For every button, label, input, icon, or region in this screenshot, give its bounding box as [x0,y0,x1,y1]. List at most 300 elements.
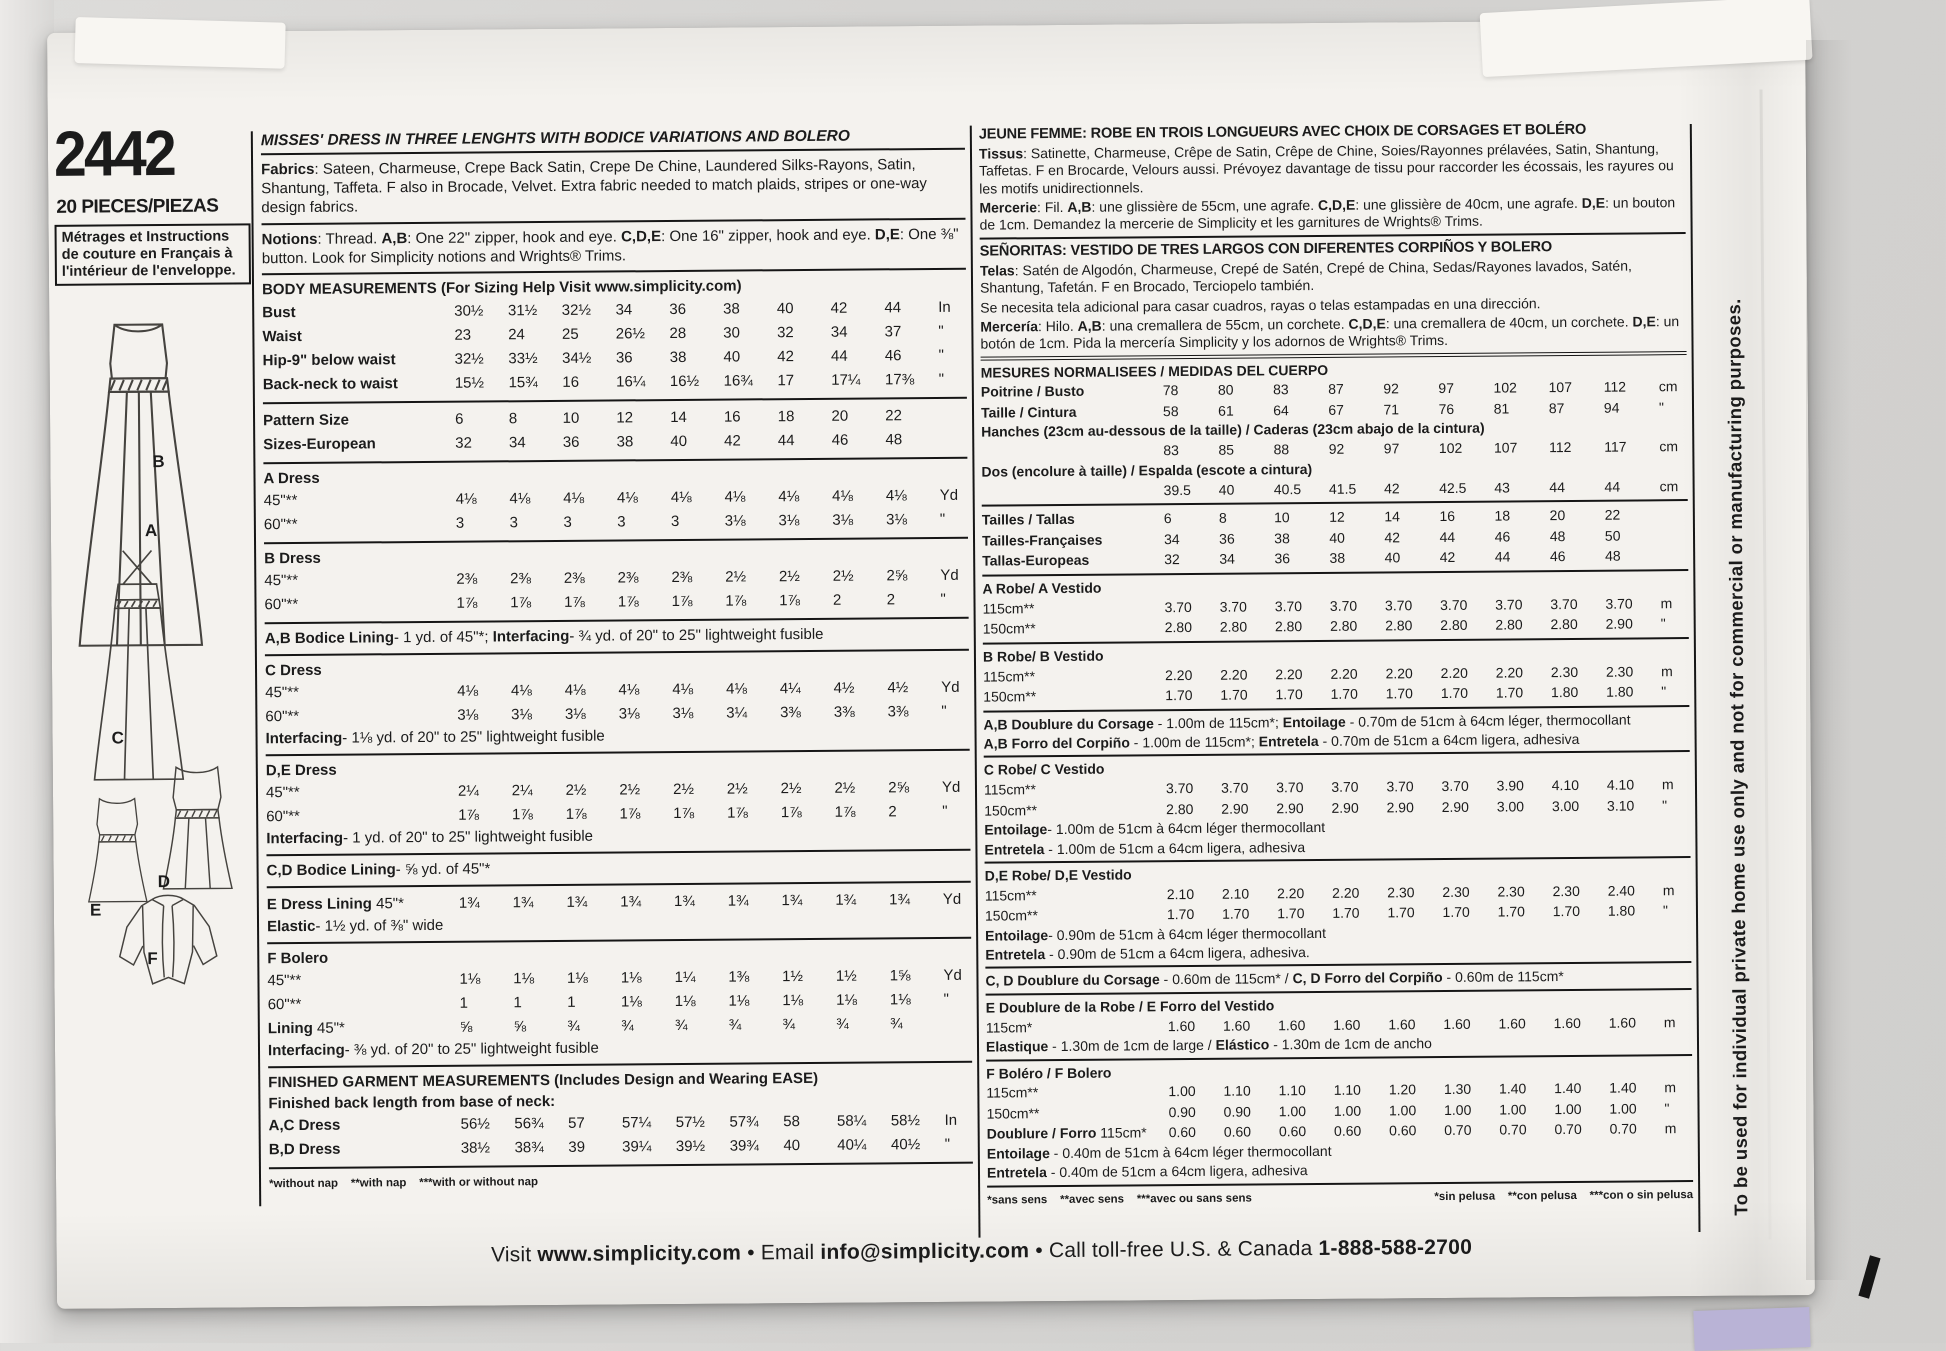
cell-value: 1.00 [1389,1100,1444,1121]
cell-value: 4⅛ [778,485,832,509]
unit-label: " [942,800,970,824]
cell-value: 44 [778,428,832,452]
row-label: 150cm** [983,685,1165,707]
cell-value: 36 [669,297,723,321]
cell-value: 3⅛ [725,509,779,533]
cell-value: 1.00 [1499,1099,1554,1120]
cell-value: 0.60 [1279,1121,1334,1142]
cell-value: 2.20 [1330,663,1385,684]
cell-value: 3.70 [1440,594,1495,615]
unit-label: " [1662,795,1690,816]
cell-value: 4⅛ [511,679,565,703]
table-heading: B Dress [264,544,968,570]
cell-value: 42 [1440,547,1495,568]
table-heading: FINISHED GARMENT MEASUREMENTS (Includes Design and Wearing EASE) [268,1068,972,1094]
table-row [264,588,968,625]
paragraph: C, D Doublure du Corsage - 0.60m de 115cm* / C, D Forro del Corpiño - 0.60m de 115cm* [985,967,1691,996]
row-label: Poitrine / Busto [981,381,1163,403]
cell-value: 44 [1439,526,1494,547]
table-row [263,427,967,464]
unit-label: " [1661,681,1689,702]
cell-value: 46 [832,428,886,452]
cell-value: 1⅛ [567,967,621,991]
cell-value: 1.70 [1220,684,1275,705]
table-row [269,1132,973,1169]
cell-value: 1.70 [1387,902,1442,923]
cell-value: 3.70 [1331,777,1386,798]
unit-label: " [940,508,968,532]
cell-value: 1⅞ [781,801,835,825]
view-label-b: B [152,452,164,472]
paragraph: Interfacing- 1⅛ yd. of 20" to 25" lightweight fusible [265,724,969,756]
cell-value: 58 [1163,401,1218,422]
cell-value: 71 [1383,399,1438,420]
cell-value: 1.60 [1333,1014,1388,1035]
row-label: Back-neck to waist [263,371,455,397]
cell-value: 3.70 [1495,594,1550,615]
cell-value: 34 [831,320,885,344]
cell-value: 1.10 [1334,1080,1389,1101]
cell-value: 48 [885,428,939,452]
cell-value: 16 [1439,506,1494,527]
cell-value: 3¼ [726,702,780,726]
cell-value: 57½ [676,1110,730,1134]
cell-value: 39¾ [730,1134,784,1158]
cell-value: 1⅞ [564,591,618,615]
gown-c-sketch [77,548,199,785]
cell-value: 20 [831,404,885,428]
cell-value: 40¼ [837,1133,891,1157]
cell-value: 1 [567,991,621,1015]
cell-value: 16 [562,370,616,394]
cell-value: 0.70 [1499,1120,1554,1141]
cell-value: 4⅛ [457,680,511,704]
cell-value: 2.20 [1165,664,1220,685]
french-note-box: Métrages et Instructions de couture en Français à l'intérieur de l'enveloppe. [55,223,251,286]
cell-value: 57¼ [622,1111,676,1135]
cell-value: 1¾ [620,890,674,914]
row-label: A,C Dress [269,1113,461,1139]
footnotes [987,1185,1693,1207]
cell-value: 1¾ [728,889,782,913]
cell-value: 1⅛ [890,988,944,1012]
cell-value: 58¼ [837,1109,891,1133]
cell-value: 1.20 [1389,1079,1444,1100]
row-label: 115cm** [983,665,1165,687]
cell-value: 57¾ [729,1110,783,1134]
cell-value: 107 [1494,438,1549,459]
cell-value: 1.60 [1278,1015,1333,1036]
cell-value: 33½ [508,347,562,371]
cell-value: 1.70 [1222,904,1277,925]
cell-value: 1¾ [889,888,943,912]
paragraph: Interfacing- ⅜ yd. of 20" to 25" lightweight fusible [268,1036,972,1068]
cell-value: 1⅛ [728,990,782,1014]
unit-label: Yd [943,964,971,988]
row-label: 150cm** [983,617,1165,639]
cell-value: 2½ [834,777,888,801]
cell-value: 56½ [461,1112,515,1136]
cell-value: 4½ [887,676,941,700]
table-heading: BODY MEASUREMENTS (For Sizing Help Visit www.simplicity.com) [262,275,966,301]
cell-value: 22 [885,404,939,428]
pattern-envelope [47,19,1815,1309]
cell-value: 1⅞ [566,803,620,827]
table-heading: Finished back length from base of neck: [268,1088,972,1114]
cell-value: 23 [454,323,508,347]
pieces-count: 20 PIECES/PIEZAS [56,196,218,219]
cell-value: 40½ [891,1133,945,1157]
french-spanish-column [979,120,1693,1206]
cell-value: 2½ [565,779,619,803]
table-heading: A Robe/ A Vestido [982,574,1688,598]
cell-value: 28 [669,321,723,345]
paragraph: A,B Forro del Corpiño - 1.00m de 115cm*; Entretela - 0.70m de 51cm a 64cm ligera, adhesiva [984,729,1690,758]
unit-label: " [1664,1098,1692,1119]
cell-value: 1⅛ [621,990,675,1014]
cell-value: 39.5 [1164,480,1219,501]
cell-value: 57 [568,1111,622,1135]
cell-value: 67 [1328,399,1383,420]
cell-value: 0.60 [1169,1122,1224,1143]
cell-value: 40 [777,296,831,320]
cell-value: 34½ [562,346,616,370]
row-label: 60"** [264,512,456,538]
cell-value: 2¼ [458,780,512,804]
table-heading: D,E Robe/ D,E Vestido [985,861,1691,885]
table-row [983,681,1689,712]
cell-value: 2⅜ [618,566,672,590]
row-label: Tailles / Tallas [982,508,1164,530]
cell-value: 1¾ [781,889,835,913]
cell-value: 1⅛ [782,989,836,1013]
paragraph: Entretela - 0.40m de 51cm a 64cm ligera, adhesiva [987,1158,1693,1187]
cell-value: 4½ [834,677,888,701]
cell-value: 42 [777,344,831,368]
cell-value: 1¾ [513,891,567,915]
cell-value: 117 [1604,437,1659,458]
cell-value: 1⅞ [510,591,564,615]
paragraph: A,B Doublure du Corsage - 1.00m de 115cm*; Entoilage - 0.70m de 51cm à 64cm léger, thermocollant [983,710,1689,735]
cell-value: 2 [888,800,942,824]
cell-value: 2.80 [1166,798,1221,819]
table-heading: Hanches (23cm au-dessous de la taille) / Caderas (23cm abajo de la cintura) [981,418,1687,442]
cell-value: 3⅜ [834,701,888,725]
cell-value: 40 [1385,547,1440,568]
cell-value: 0.60 [1389,1120,1444,1141]
table-row [982,545,1688,576]
cell-value: 24 [508,323,562,347]
cell-value: 80 [1218,380,1273,401]
paragraph: A,B Bodice Lining- 1 yd. of 45"*; Interfacing- ¾ yd. of 20" to 25" lightweight fusible [265,624,969,656]
cell-value: 3.00 [1552,795,1607,816]
cell-value: 1.00 [1609,1098,1664,1119]
row-label: 60"** [264,592,456,618]
table-row [983,613,1689,644]
unit-label: " [938,343,966,367]
cell-value: 3 [617,510,671,534]
cell-value: 3.70 [1605,593,1660,614]
cell-value: 0.90 [1224,1101,1279,1122]
cell-value: 1.70 [1553,901,1608,922]
cell-value: 44 [884,296,938,320]
cell-value: 40 [1219,479,1274,500]
cell-value: 1.70 [1275,684,1330,705]
cell-value: ¾ [782,1013,836,1037]
unit-label: " [1659,397,1687,418]
cell-value: 1 [460,992,514,1016]
cell-value: 32 [777,320,831,344]
cell-value: 3.70 [1276,777,1331,798]
row-label: Lining 45"* [268,1016,460,1042]
table-heading: E Doublure de la Robe / E Forro del Vestido [986,993,1692,1017]
cell-value: 3.70 [1220,596,1275,617]
cell-value: 2.90 [1606,613,1661,634]
cell-value: 1.70 [1441,683,1496,704]
cell-value: 3⅛ [511,703,565,727]
table-heading: MESURES NORMALISEES / MEDIDAS DEL CUERPO [981,358,1687,382]
cell-value: 1⅛ [621,966,675,990]
footnotes [269,1168,973,1190]
unit-label: " [945,1132,973,1156]
cell-value: 83 [1163,440,1218,461]
cell-value: 97 [1384,438,1439,459]
unit-label: Yd [942,776,970,800]
paragraph: Fabrics: Sateen, Charmeuse, Crepe Back Satin, Crepe De Chine, Laundered Silks-Rayons, Satin, Shantung, Taffeta. F also in Brocade, Velvet. Extra fabric needed to match plaids, stripes or one-way design fabrics. [261,155,965,225]
unit-label: " [944,988,972,1012]
cell-value: 10 [563,406,617,430]
envelope-corner-fold [75,17,286,69]
cell-value: 3⅜ [888,700,942,724]
cell-value: 3⅛ [672,702,726,726]
cell-value: 2.20 [1332,882,1387,903]
table-heading: Dos (encolure à taille) / Espalda (escote a cintura) [981,457,1687,481]
cell-value: 37 [885,320,939,344]
cell-value: 1½ [782,965,836,989]
column-divider [251,131,261,1206]
cell-value: 2.30 [1442,881,1497,902]
cell-value: 15½ [455,371,509,395]
table-row [263,367,967,404]
row-label: 45"** [266,780,458,806]
cell-value: 76 [1438,399,1493,420]
table-heading: C Robe/ C Vestido [984,755,1690,779]
cell-value: 1.00 [1168,1081,1223,1102]
cell-value: 3.70 [1385,595,1440,616]
cell-value: 92 [1383,378,1438,399]
cell-value: 2½ [727,778,781,802]
cell-value: 44 [1495,546,1550,567]
cell-value: ¾ [675,1014,729,1038]
cell-value: 2.90 [1331,797,1386,818]
cell-value: 2.80 [1330,616,1385,637]
cell-value: 2.90 [1276,798,1331,819]
table-heading: A Dress [263,463,967,489]
paragraph: Entretela - 0.90m de 51cm a 64cm ligera, adhesiva. [985,940,1691,969]
cell-value: 1.70 [1496,682,1551,703]
cell-value: 1.70 [1165,685,1220,706]
cell-value: 8 [1219,508,1274,529]
cell-value: 17¼ [831,368,885,392]
cell-value: 102 [1493,378,1548,399]
cell-value: 4⅛ [509,487,563,511]
cell-value: 88 [1273,439,1328,460]
cell-value: 4⅛ [618,678,672,702]
cell-value: 58½ [891,1109,945,1133]
cell-value: 2.80 [1275,616,1330,637]
side-usage-note: To be used for individual private home use only and not for commercial or manufacturing purposes. [1722,138,1752,1216]
cell-value: 1⅞ [725,589,779,613]
unit-label: m [1660,593,1688,614]
cell-value: 38¾ [514,1136,568,1160]
cell-value: 42 [724,429,778,453]
section-title: MISSES' DRESS IN THREE LENGHTS WITH BODICE VARIATIONS AND BOLERO [261,126,965,156]
cell-value: 41.5 [1329,478,1384,499]
row-label: 45"** [264,568,456,594]
printers-mark [1858,1255,1880,1298]
cell-value: 1.60 [1498,1013,1553,1034]
cell-value: 64 [1273,400,1328,421]
footnote-left: *sans sens **avec sens ***avec ou sans sens [987,1192,1252,1206]
cell-value: 1 [513,991,567,1015]
cell-value: 3.90 [1497,775,1552,796]
cell-value: 2⅝ [886,564,940,588]
cell-value: 3⅛ [619,702,673,726]
cell-value: 3.10 [1607,795,1662,816]
cell-value: 3.70 [1166,778,1221,799]
row-label: 115cm** [985,884,1167,906]
cell-value: 1.70 [1442,902,1497,923]
cell-value: 36 [563,430,617,454]
cell-value: 3 [510,511,564,535]
cell-value: 2¼ [512,779,566,803]
paragraph: Telas: Satén de Algodón, Charmeuse, Crepé de Satén, Crepé de China, Sedas/Rayones lavados, Satén, Shantung, Tafetán. F en Brocado, Terciopelo también. [980,256,1686,298]
paragraph: Entoilage- 1.00m de 51cm à 64cm léger thermocollant [984,815,1690,840]
cell-value: 4¼ [780,677,834,701]
cell-value: 44 [1604,476,1659,497]
unit-label: m [1664,1078,1692,1099]
cell-value: 48 [1550,525,1605,546]
cell-value: 0.60 [1334,1121,1389,1142]
cell-value: 1⅞ [672,590,726,614]
cell-value: 2⅜ [564,567,618,591]
cell-value: 12 [1329,507,1384,528]
cell-value: 2½ [619,779,673,803]
cell-value: 1⅞ [779,589,833,613]
row-label: 60"** [265,704,457,730]
cell-value: 1½ [836,965,890,989]
cell-value: 1.40 [1499,1079,1554,1100]
cell-value: 58 [783,1110,837,1134]
cell-value: 3⅜ [780,701,834,725]
cell-value: 1⅛ [836,989,890,1013]
cell-value: 40.5 [1274,479,1329,500]
cell-value: 1.60 [1609,1012,1664,1033]
cell-value: 1.40 [1609,1078,1664,1099]
cell-value: 3.70 [1386,776,1441,797]
envelope-flap-fold [1480,0,1813,77]
cell-value: 17⅜ [885,368,939,392]
cell-value: 1.30 [1444,1079,1499,1100]
cell-value: 1¾ [459,892,513,916]
row-label: Sizes-European [263,431,455,457]
unit-label: " [1661,613,1689,634]
paragraph: C,D Bodice Lining- ⅝ yd. of 45"* [267,856,971,888]
cell-value: 3⅛ [886,508,940,532]
cell-value: 1¾ [674,890,728,914]
cell-value: 87 [1549,398,1604,419]
paragraph: Mercería: Hilo. A,B: una cremallera de 55cm, un corchete. C,D,E: una cremallera de 40cm, un corchete. D,E: un botón de 1cm. Pida la mercería Simplicity y los adornos de Wrights® Trims. [980,312,1686,360]
cell-value: 0.90 [1168,1102,1223,1123]
cell-value: 1⅞ [673,802,727,826]
cell-value: 92 [1329,439,1384,460]
row-label: Doublure / Forro 115cm* [987,1123,1169,1145]
cell-value: 16 [724,405,778,429]
cell-value: 2.30 [1552,880,1607,901]
cell-value: 40 [1329,527,1384,548]
row-label: Tailles-Françaises [982,529,1164,551]
cell-value: 3.70 [1550,593,1605,614]
row-label: Tallas-Europeas [982,549,1164,571]
cell-value: 1.70 [1332,903,1387,924]
cell-value: 38 [723,297,777,321]
cell-value: 1.80 [1551,682,1606,703]
cell-value: 2.90 [1221,798,1276,819]
paragraph: Notions: Thread. A,B: One 22" zipper, hook and eye. C,D,E: One 16" zipper, hook and eye. D,E: One ⅜" button. Look for Simplicity notions and Wrights® Trims. [262,224,966,275]
unit-label: cm [1660,476,1688,497]
section-title: JEUNE FEMME: ROBE EN TROIS LONGUEURS AVEC CHOIX DE CORSAGES ET BOLÉRO [979,120,1685,145]
cell-value: ¾ [729,1014,783,1038]
cell-value: 39¼ [622,1135,676,1159]
cell-value: 34 [615,298,669,322]
paragraph: Entoilage - 0.40m de 51cm à 64cm léger thermocollant [987,1139,1693,1164]
cell-value: 97 [1438,378,1493,399]
cell-value: 39 [568,1135,622,1159]
cell-value: 6 [455,407,509,431]
cell-value: 18 [778,404,832,428]
cell-value: 1.70 [1277,903,1332,924]
paragraph: Entretela - 1.00m de 51cm a 64cm ligera, adhesiva [984,835,1690,864]
cell-value: 40 [783,1134,837,1158]
cell-value: 83 [1273,379,1328,400]
cell-value: 2.30 [1606,661,1661,682]
cell-value: 2 [833,589,887,613]
cell-value: ¾ [621,1014,675,1038]
row-label: 45"** [265,680,457,706]
unit-label: cm [1659,436,1687,457]
unit-label: " [938,319,966,343]
cell-value: 1⅜ [728,966,782,990]
cell-value: 2.20 [1275,663,1330,684]
cell-value: 1⅞ [619,803,673,827]
cell-value: 38 [1274,528,1329,549]
cell-value: 48 [1605,546,1660,567]
cell-value: 44 [1549,476,1604,497]
cell-value: 16¼ [616,370,670,394]
cell-value: ¾ [567,1015,621,1039]
cell-value: 15¾ [508,371,562,395]
cell-value: 14 [1384,506,1439,527]
cell-value: 46 [885,344,939,368]
row-label: 60"** [266,804,458,830]
cell-value: 2.40 [1608,880,1663,901]
cell-value: 1.00 [1334,1100,1389,1121]
cell-value: 2 [887,588,941,612]
footer-contact: Visit www.simplicity.com • Email info@simplicity.com • Call toll-free U.S. & Canada 1-888-588-2700 [267,1234,1697,1269]
cell-value: 30½ [454,299,508,323]
cell-value: 12 [616,406,670,430]
paragraph: Tissus: Satinette, Charmeuse, Crêpe de Satin, Crêpe de Chine, Soies/Rayonnes prélavées, Satin, Shantung, Taffetas. F en Brocarde, Velours aussi. Prévoyez davantage de tissu pour raccorder les écossais, les rayures ou les motifs unidirectionnels. [979,139,1685,199]
